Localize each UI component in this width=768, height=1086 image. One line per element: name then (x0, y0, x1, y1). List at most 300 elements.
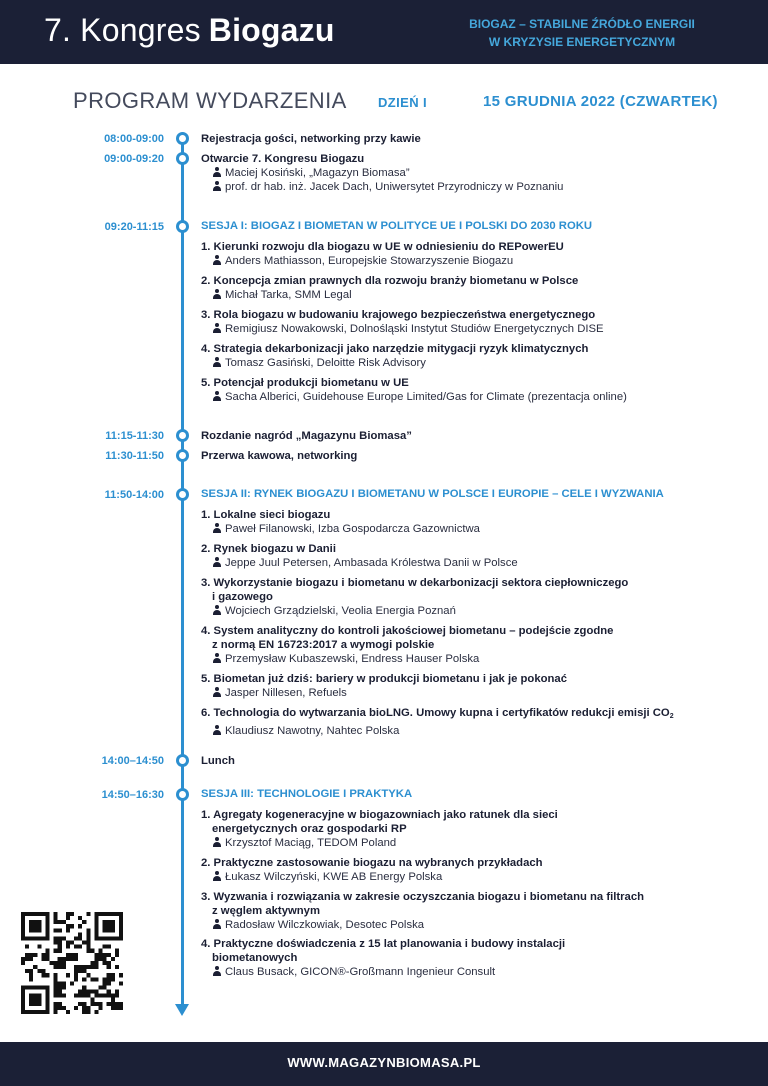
qr-module (33, 912, 37, 916)
speaker: Klaudiusz Nawotny, Nahtec Polska (201, 724, 674, 738)
timeline-arrow-icon (175, 1004, 189, 1016)
footer-bar (0, 1042, 768, 1086)
qr-module (86, 965, 90, 969)
qr-module (45, 957, 49, 961)
qr-module (25, 969, 29, 973)
speaker: Tomasz Gasiński, Deloitte Risk Advisory (201, 356, 588, 370)
qr-module (29, 920, 33, 924)
qr-module (25, 912, 29, 916)
qr-module (107, 945, 111, 949)
talk-title: 4. System analityczny do kontroli jakościowej biometanu – podejście zgodne (201, 625, 614, 637)
qr-module (29, 936, 33, 940)
timeline-dot (176, 152, 189, 165)
agenda-title: Otwarcie 7. Kongresu Biogazu (201, 153, 365, 165)
qr-module (103, 928, 107, 932)
speaker: Łukasz Wilczyński, KWE AB Energy Polska (201, 870, 543, 884)
qr-module (119, 920, 123, 924)
qr-module (111, 957, 115, 961)
qr-module (74, 1006, 78, 1010)
talk (201, 542, 518, 570)
qr-module (62, 985, 66, 989)
speaker: Paweł Filanowski, Izba Gospodarcza Gazownictwa (201, 522, 480, 536)
qr-module (21, 924, 25, 928)
talk-title: 2. Koncepcja zmian prawnych dla rozwoju branży biometanu w Polsce (201, 275, 579, 287)
qr-module (70, 924, 74, 928)
agenda-registration (201, 132, 421, 146)
qr-module (86, 990, 90, 994)
talk (201, 576, 628, 618)
qr-module (103, 977, 107, 981)
qr-module (58, 990, 62, 994)
qr-module (66, 928, 70, 932)
speaker: Krzysztof Maciąg, TEDOM Poland (201, 836, 558, 850)
qr-module (41, 953, 45, 957)
qr-module (66, 941, 70, 945)
session-3-title: SESJA III: TECHNOLOGIE I PRAKTYKA (201, 788, 413, 800)
qr-module (86, 949, 90, 953)
qr-module (58, 961, 62, 965)
qr-module (94, 932, 98, 936)
qr-module (41, 985, 45, 989)
qr-module (37, 1010, 41, 1014)
qr-module (82, 990, 86, 994)
speaker: prof. dr hab. inż. Jacek Dach, Uniwersytet Przyrodniczy w Poznaniu (201, 180, 563, 194)
person-icon (213, 605, 221, 615)
qr-module (66, 953, 70, 957)
qr-module (94, 957, 98, 961)
qr-module (82, 941, 86, 945)
qr-module (111, 912, 115, 916)
qr-module (62, 961, 66, 965)
qr-module (21, 961, 25, 965)
qr-module (107, 977, 111, 981)
qr-module (111, 924, 115, 928)
qr-module (119, 932, 123, 936)
qr-module (45, 932, 49, 936)
qr-module (107, 961, 111, 965)
qr-module (103, 953, 107, 957)
qr-module (62, 994, 66, 998)
qr-module (74, 973, 78, 977)
qr-module (86, 973, 90, 977)
qr-module (45, 1006, 49, 1010)
qr-module (111, 998, 115, 1002)
qr-module (74, 945, 78, 949)
qr-module (21, 928, 25, 932)
qr-module (107, 920, 111, 924)
qr-module (70, 981, 74, 985)
qr-module (62, 965, 66, 969)
qr-module (45, 936, 49, 940)
qr-module (21, 1002, 25, 1006)
timeline-line (181, 134, 184, 1006)
qr-module (94, 1010, 98, 1014)
qr-module (66, 912, 70, 916)
qr-module (94, 961, 98, 965)
header-bar (0, 0, 768, 64)
qr-module (107, 981, 111, 985)
qr-module (103, 924, 107, 928)
qr-module (58, 936, 62, 940)
qr-module (21, 932, 25, 936)
qr-module (25, 1010, 29, 1014)
qr-module (25, 957, 29, 961)
qr-module (21, 1010, 25, 1014)
day-label: DZIEŃ I (378, 95, 428, 110)
qr-module (78, 994, 82, 998)
talk-title: 1. Lokalne sieci biogazu (201, 509, 331, 521)
qr-module (90, 977, 94, 981)
speaker: Sacha Alberici, Guidehouse Europe Limited/Gas for Climate (prezentacja online) (201, 390, 627, 404)
qr-module (45, 949, 49, 953)
qr-module (54, 949, 58, 953)
qr-module (86, 932, 90, 936)
person-icon (213, 255, 221, 265)
qr-module (25, 945, 29, 949)
qr-module (86, 941, 90, 945)
qr-module (94, 924, 98, 928)
qr-module (21, 985, 25, 989)
qr-module (29, 924, 33, 928)
qr-module (78, 924, 82, 928)
qr-module (54, 994, 58, 998)
qr-module (78, 936, 82, 940)
qr-module (29, 998, 33, 1002)
qr-module (99, 1006, 103, 1010)
qr-module (33, 985, 37, 989)
speaker: Jeppe Juul Petersen, Ambasada Królestwa Danii w Polsce (201, 556, 518, 570)
qr-module (33, 920, 37, 924)
qr-module (54, 990, 58, 994)
qr-module (115, 936, 119, 940)
qr-module (86, 945, 90, 949)
qr-module (90, 990, 94, 994)
talk-title-cont: z normą EN 16723:2017 a wymogi polskie (212, 639, 435, 651)
person-icon (213, 391, 221, 401)
qr-module (82, 969, 86, 973)
qr-module (37, 936, 41, 940)
qr-module (74, 953, 78, 957)
qr-module (58, 981, 62, 985)
qr-module (21, 912, 25, 916)
qr-module (115, 994, 119, 998)
timeline-dot (176, 132, 189, 145)
talk-title-cont: z węglem aktywnym (212, 905, 320, 917)
qr-module (103, 981, 107, 985)
qr-module (94, 994, 98, 998)
qr-module (99, 985, 103, 989)
qr-module (45, 1010, 49, 1014)
qr-module (58, 994, 62, 998)
person-icon (213, 289, 221, 299)
qr-module (62, 981, 66, 985)
qr-module (41, 936, 45, 940)
timeline-dot (176, 754, 189, 767)
person-icon (213, 653, 221, 663)
talk-title-cont: biometanowych (212, 952, 298, 964)
time-registration: 08:00-09:00 (104, 133, 164, 145)
qr-module (107, 936, 111, 940)
qr-module (45, 994, 49, 998)
person-icon (213, 523, 221, 533)
qr-module (29, 928, 33, 932)
qr-module (119, 912, 123, 916)
qr-module (94, 936, 98, 940)
qr-code-icon[interactable] (21, 912, 123, 1014)
qr-module (90, 949, 94, 953)
qr-module (107, 965, 111, 969)
qr-module (82, 985, 86, 989)
qr-module (21, 916, 25, 920)
talk-title: 5. Potencjał produkcji biometanu w UE (201, 377, 409, 389)
qr-module (29, 969, 33, 973)
qr-module (74, 965, 78, 969)
qr-module (107, 994, 111, 998)
agenda-title: Lunch (201, 755, 235, 767)
qr-module (54, 920, 58, 924)
qr-module (82, 920, 86, 924)
qr-module (29, 1010, 33, 1014)
speaker: Radosław Wilczkowiak, Desotec Polska (201, 918, 644, 932)
qr-module (54, 961, 58, 965)
qr-module (58, 985, 62, 989)
person-icon (213, 323, 221, 333)
agenda-coffee (201, 449, 357, 463)
qr-module (37, 969, 41, 973)
qr-module (103, 957, 107, 961)
talk (201, 624, 613, 666)
qr-module (115, 1006, 119, 1010)
qr-module (58, 945, 62, 949)
qr-module (37, 998, 41, 1002)
qr-module (119, 916, 123, 920)
time-session-2: 11:50-14:00 (104, 489, 164, 501)
qr-module (111, 1006, 115, 1010)
speaker: Claus Busack, GICON®-Großmann Ingenieur Consult (201, 965, 565, 979)
qr-module (107, 924, 111, 928)
qr-module (29, 973, 33, 977)
qr-module (99, 953, 103, 957)
talk (201, 274, 578, 302)
timeline-dot (176, 788, 189, 801)
qr-module (58, 965, 62, 969)
qr-module (86, 912, 90, 916)
qr-module (86, 1006, 90, 1010)
qr-module (54, 1006, 58, 1010)
person-icon (213, 687, 221, 697)
talk (201, 808, 558, 850)
qr-module (45, 928, 49, 932)
qr-module (21, 1006, 25, 1010)
talk (201, 240, 564, 268)
time-awards: 11:15-11:30 (105, 430, 164, 442)
qr-module (111, 936, 115, 940)
qr-module (54, 1002, 58, 1006)
qr-module (33, 965, 37, 969)
talk-title: 4. Strategia dekarbonizacji jako narzędzie mitygacji ryzyk klimatycznych (201, 343, 589, 355)
event-title (44, 12, 335, 49)
qr-module (33, 998, 37, 1002)
qr-module (119, 973, 123, 977)
qr-module (58, 1002, 62, 1006)
qr-module (45, 985, 49, 989)
talk-title: 3. Wyzwania i rozwiązania w zakresie oczyszczania biogazu i biometanu na filtrach (201, 891, 645, 903)
qr-module (70, 953, 74, 957)
qr-module (86, 994, 90, 998)
qr-module (54, 977, 58, 981)
qr-module (37, 994, 41, 998)
person-icon (213, 919, 221, 929)
qr-module (58, 1006, 62, 1010)
talk (201, 342, 588, 370)
qr-module (82, 965, 86, 969)
qr-module (21, 936, 25, 940)
agenda-lunch (201, 754, 235, 768)
qr-module (62, 957, 66, 961)
qr-module (70, 941, 74, 945)
qr-module (99, 1002, 103, 1006)
person-icon (213, 357, 221, 367)
qr-module (103, 961, 107, 965)
session-2-title: SESJA II: RYNEK BIOGAZU I BIOMETANU W POLSCE I EUROPIE – CELE I WYZWANIA (201, 488, 664, 500)
qr-module (103, 936, 107, 940)
qr-module (54, 941, 58, 945)
qr-module (103, 920, 107, 924)
qr-module (74, 977, 78, 981)
qr-module (50, 961, 54, 965)
tagline-line-2: W KRYZYSIE ENERGETYCZNYM (488, 35, 676, 49)
person-icon (213, 837, 221, 847)
qr-module (86, 936, 90, 940)
talk-title: 2. Rynek biogazu w Danii (201, 543, 336, 555)
qr-module (29, 985, 33, 989)
qr-module (107, 990, 111, 994)
qr-module (111, 920, 115, 924)
qr-module (58, 920, 62, 924)
qr-module (99, 957, 103, 961)
talk (201, 672, 567, 700)
talk-title-cont: i gazowego (212, 591, 273, 603)
qr-module (90, 961, 94, 965)
speaker: Jasper Nillesen, Refuels (201, 686, 567, 700)
qr-module (78, 945, 82, 949)
session-1-title: SESJA I: BIOGAZ I BIOMETAN W POLITYCE UE I POLSKI DO 2030 ROKU (201, 220, 593, 232)
person-icon (213, 725, 221, 735)
speaker: Maciej Kosiński, „Magazyn Biomasa” (201, 166, 563, 180)
speaker: Wojciech Grządzielski, Veolia Energia Poznań (201, 604, 628, 618)
qr-module (94, 928, 98, 932)
talk-title: 1. Agregaty kogeneracyjne w biogazowniach jako ratunek dla sieci (201, 809, 558, 821)
agenda-title: Rozdanie nagród „Magazynu Biomasa” (201, 430, 412, 442)
qr-module (54, 936, 58, 940)
qr-module (37, 924, 41, 928)
qr-module (21, 998, 25, 1002)
event-title-light: 7. Kongres (44, 12, 201, 48)
qr-module (45, 924, 49, 928)
qr-module (103, 994, 107, 998)
qr-module (62, 936, 66, 940)
agenda-title: Rejestracja gości, networking przy kawie (201, 133, 421, 145)
qr-module (107, 973, 111, 977)
qr-module (94, 920, 98, 924)
time-lunch: 14:00–14:50 (101, 755, 164, 767)
qr-module (90, 998, 94, 1002)
speaker: Anders Mathiasson, Europejskie Stowarzyszenie Biogazu (201, 254, 564, 268)
qr-module (33, 936, 37, 940)
qr-module (54, 985, 58, 989)
qr-module (58, 949, 62, 953)
qr-module (111, 994, 115, 998)
qr-module (99, 994, 103, 998)
qr-module (29, 977, 33, 981)
tagline-line-1: BIOGAZ – STABILNE ŹRÓDŁO ENERGII (469, 17, 695, 31)
speaker: Przemysław Kubaszewski, Endress Hauser Polska (201, 652, 613, 666)
qr-module (111, 977, 115, 981)
talk-title: 2. Praktyczne zastosowanie biogazu na wybranych przykładach (201, 857, 543, 869)
qr-module (29, 957, 33, 961)
qr-module (54, 981, 58, 985)
qr-module (115, 1002, 119, 1006)
qr-module (37, 928, 41, 932)
qr-module (45, 1002, 49, 1006)
qr-module (21, 990, 25, 994)
website-link[interactable]: WWW.MAGAZYNBIOMASA.PL (287, 1055, 481, 1070)
qr-module (119, 936, 123, 940)
qr-module (103, 912, 107, 916)
qr-module (33, 924, 37, 928)
qr-module (37, 920, 41, 924)
qr-module (45, 998, 49, 1002)
qr-module (111, 1002, 115, 1006)
qr-module (66, 916, 70, 920)
time-session-1: 09:20-11:15 (104, 221, 164, 233)
talk (201, 706, 674, 738)
qr-module (45, 973, 49, 977)
qr-module (29, 953, 33, 957)
qr-module (115, 990, 119, 994)
qr-module (41, 957, 45, 961)
qr-module (70, 912, 74, 916)
qr-module (78, 990, 82, 994)
qr-module (107, 953, 111, 957)
qr-module (111, 973, 115, 977)
qr-module (99, 949, 103, 953)
agenda-awards (201, 429, 412, 443)
qr-module (78, 969, 82, 973)
qr-module (99, 936, 103, 940)
qr-module (45, 916, 49, 920)
qr-module (25, 985, 29, 989)
qr-module (82, 1002, 86, 1006)
talk (201, 937, 565, 979)
qr-module (82, 1010, 86, 1014)
qr-module (54, 965, 58, 969)
qr-module (21, 920, 25, 924)
qr-module (54, 973, 58, 977)
qr-module (74, 936, 78, 940)
qr-module (62, 920, 66, 924)
qr-module (74, 957, 78, 961)
event-tagline (442, 15, 722, 51)
qr-module (54, 1010, 58, 1014)
agenda-opening (201, 152, 563, 194)
qr-module (94, 953, 98, 957)
qr-module (115, 965, 119, 969)
talk-title: 6. Technologia do wytwarzania bioLNG. Umowy kupna i certyfikatów redukcji emisji $CO_2$ (201, 707, 674, 720)
time-opening: 09:00-09:20 (104, 153, 164, 165)
qr-module (29, 994, 33, 998)
event-title-bold: Biogazu (208, 12, 335, 48)
